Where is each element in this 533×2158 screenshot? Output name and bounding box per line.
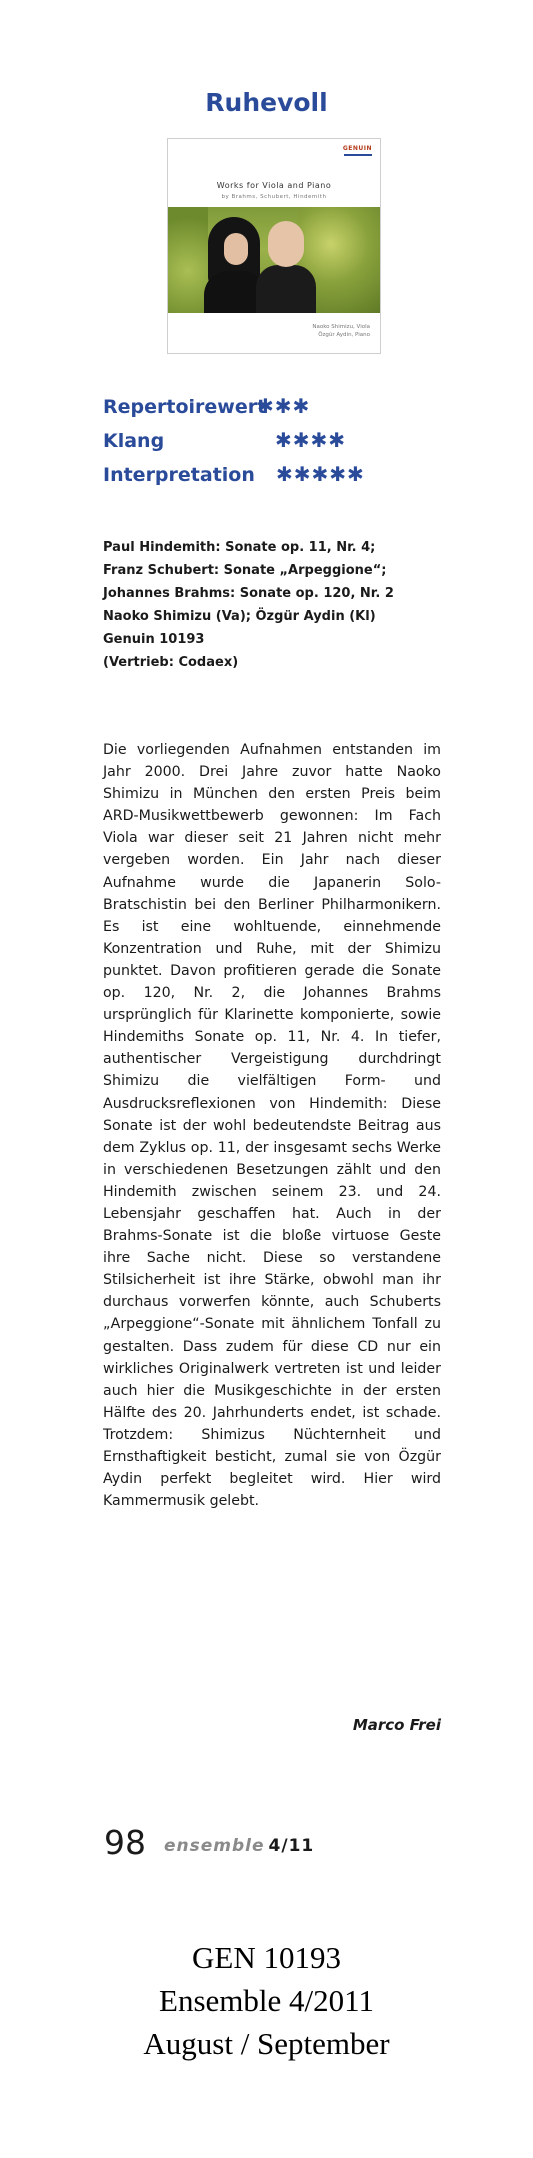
caption [0, 1936, 533, 2065]
magazine-name [164, 1836, 314, 1856]
violist-face [224, 233, 248, 265]
cover-title: Works for Viola and Piano [216, 181, 332, 190]
caption-line: August / September [143, 2026, 390, 2061]
recording-info [103, 536, 394, 674]
rating-stars: ✱✱✱✱ [275, 428, 347, 452]
cover-performers [312, 323, 370, 339]
info-line: Naoko Shimizu (Va); Özgür Aydin (Kl) [103, 609, 376, 624]
info-line: Genuin 10193 [103, 632, 205, 647]
review-author: Marco Frei [352, 1716, 441, 1734]
caption-line: Ensemble 4/2011 [159, 1983, 374, 2018]
info-line: (Vertrieb: Codaex) [103, 655, 239, 670]
magazine-brand: ensemble [164, 1836, 265, 1856]
cover-label-bar [344, 154, 372, 156]
rating-label: Repertoirewert [103, 396, 267, 418]
info-line: Franz Schubert: Sonate „Arpeggione“; [103, 563, 387, 578]
rating-stars: ✱✱✱ [257, 394, 311, 418]
rating-stars: ✱✱✱✱✱ [276, 462, 365, 486]
cover-performer: Özgür Aydin, Piano [318, 332, 370, 338]
info-line: Johannes Brahms: Sonate op. 120, Nr. 2 [103, 586, 394, 601]
article-title: Ruhevoll [205, 88, 328, 117]
page-number: 98 [104, 1823, 146, 1862]
review-text: Die vorliegenden Aufnahmen entstanden im Jahr 2000. Drei Jahre zuvor hatte Naoko Shimizu in München den ersten Preis beim ARD-Musikwettbewerb gewonnen: Im Fach Viola war dieser seit 21 Jahren nicht mehr vergeben worden. Ein Jahr nach dieser Aufnahme wurde die Japanerin Solo-Bratschistin bei den Berliner Philharmonikern. Es ist eine wohltuende, einnehmende Konzentration und Ruhe, mit der Shimizu punktet. Davon profitieren gerade die Sonate op. 120, Nr. 2, die Johannes Brahms ursprünglich für Klarinette komponierte, sowie Hindemiths Sonate op. 11, Nr. 4. In tiefer, authentischer Vergeistigung durchdringt Shimizu die vielfältigen Form- und Ausdrucksreflexionen von Hindemith: Diese Sonate ist der wohl bedeutendste Beitrag aus dem Zyklus op. 11, der insgesamt sechs Werke in verschiedenen Besetzungen zählt und den Hindemith zwischen seinem 23. und 24. Lebensjahr geschaffen hat. Auch in der Brahms-Sonate ist die bloße virtuose Geste ihre Sache nicht. Diese so verstandene Stilsicherheit ist ihre Stärke, obwohl man ihr durchaus vorwerfen könnte, auch Schuberts „Arpeggione“-Sonate mit ähnlichem Tonfall zu gestalten. Dass zudem für diese CD nur ein wirkliches Originalwerk vertreten ist und leider auch hier die Musikgeschichte in der ersten Hälfte des 20. Jahrhunderts endet, ist schade. Trotzdem: Shimizus Nüchternheit und Ernsthaftigkeit besticht, zumal sie von Özgür Aydin perfekt begleitet wird. Hier wird Kammermusik gelebt. [103, 742, 441, 1510]
pianist-face [268, 221, 304, 267]
caption-line: GEN 10193 [192, 1940, 341, 1975]
cover-photo [168, 207, 380, 313]
cover-performer: Naoko Shimizu, Viola [312, 324, 370, 330]
rating-label: Klang [103, 430, 165, 452]
info-line: Paul Hindemith: Sonate op. 11, Nr. 4; [103, 540, 376, 555]
cover-subtitle: by Brahms, Schubert, Hindemith [221, 194, 327, 200]
magazine-issue: 4/11 [268, 1836, 315, 1856]
pianist-body [256, 265, 316, 313]
rating-label: Interpretation [103, 464, 255, 486]
cover-label: GENUIN [342, 145, 372, 152]
foliage [168, 207, 208, 313]
cd-cover-image [167, 138, 381, 354]
